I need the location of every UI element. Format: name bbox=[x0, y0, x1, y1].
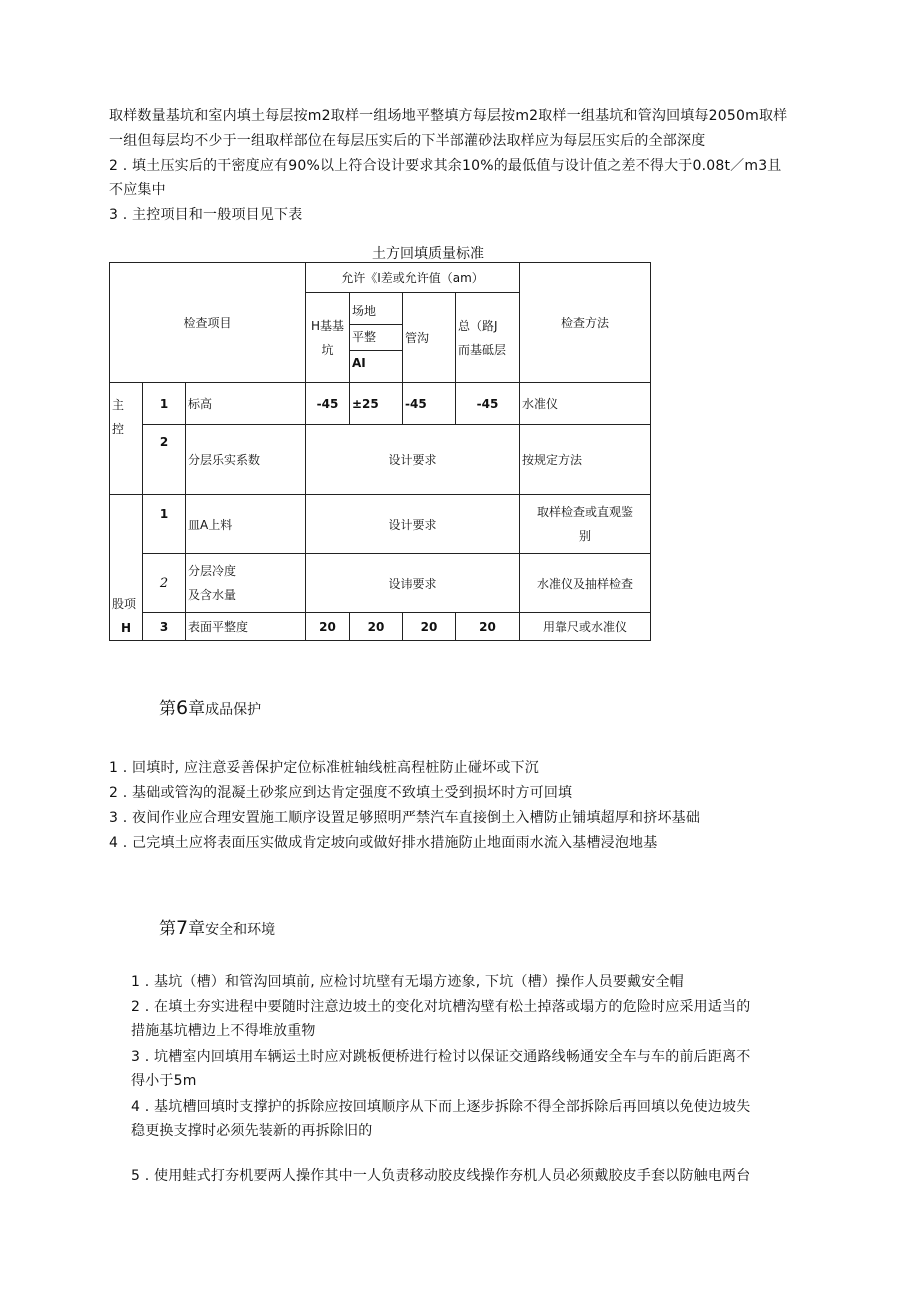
chapter-6-title: 成品保护 bbox=[205, 702, 262, 718]
chapter-7-item-2-line-1: 2 . 在填土夯实进程中要随时注意边坡土的变化对坑槽沟壁有松土掉落或塌方的危险时应采用适当的 bbox=[131, 999, 751, 1015]
row-name: 表面平整度 bbox=[186, 613, 306, 641]
chapter-7-item-3-line-1: 3 . 坑槽室内回填用车辆运土时应对跳板便桥进行检讨以保证交通路线畅通安全车与车的前后距离不 bbox=[131, 1049, 751, 1065]
group-general-line-1: 股项 bbox=[112, 597, 137, 611]
header-col-road-line-2: 而基砥层 bbox=[458, 342, 507, 357]
group-main-line-1: 主 bbox=[112, 398, 125, 412]
row-method: 水准仪及抽样检查 bbox=[520, 554, 651, 613]
chapter-6-heading bbox=[159, 697, 261, 721]
row-method bbox=[520, 495, 651, 554]
quality-table bbox=[109, 262, 651, 641]
header-check-method: 检查方法 bbox=[520, 263, 651, 383]
chapter-7-item-4-line-1: 4 . 基坑槽回填时支撑护的拆除应按回填顺序从下而上逐步拆除不得全部拆除后再回填以免使边坡失 bbox=[131, 1099, 751, 1115]
chapter-6-zhang: 章 bbox=[188, 699, 206, 719]
header-col-trench: 管沟 bbox=[403, 293, 456, 383]
chapter-6-number: 6 bbox=[176, 697, 189, 719]
group-general-line-2: H bbox=[120, 621, 132, 635]
header-col-site-line-3: AI bbox=[350, 350, 402, 376]
chapter-7-zhang: 章 bbox=[188, 919, 206, 939]
header-col-site bbox=[350, 293, 403, 383]
header-col-site-line-1: 场地 bbox=[352, 304, 377, 318]
row-name-line-2: 及含水量 bbox=[188, 588, 237, 602]
header-col-pit-line-1: H基基 bbox=[310, 318, 345, 333]
chapter-7-prefix: 第 bbox=[159, 919, 176, 939]
header-col-site-line-2: 平整 bbox=[350, 324, 402, 350]
row-method-line-2: 别 bbox=[579, 529, 592, 543]
header-col-pit bbox=[306, 293, 350, 383]
row-value-trench: 20 bbox=[403, 613, 456, 641]
row-value-site: ±25 bbox=[350, 383, 403, 425]
chapter-6-item-2: 2 . 基础或管沟的混凝土砂浆应到达肯定强度不致填土受到损坏时方可回填 bbox=[109, 785, 573, 801]
row-value-site: 20 bbox=[350, 613, 403, 641]
row-value-trench: -45 bbox=[403, 383, 456, 425]
chapter-7-item-1: 1 . 基坑（槽）和管沟回填前, 应检讨坑壁有无塌方迹象, 下坑（槽）操作人员要戴安全帽 bbox=[131, 974, 684, 990]
row-merged-value: 设计要求 bbox=[306, 425, 520, 495]
intro-item-2-line-2: 不应集中 bbox=[109, 182, 166, 198]
row-merged-value: 设讳要求 bbox=[306, 554, 520, 613]
row-number: 1 bbox=[143, 383, 186, 425]
table-caption: 土方回填质量标准 bbox=[372, 246, 484, 262]
intro-line-2: 一组但每层均不少于一组取样部位在每层压实后的下半部灌砂法取样应为每层压实后的全部深度 bbox=[109, 133, 706, 149]
header-col-road-line-1: 总（路J bbox=[458, 318, 498, 333]
row-number: 2 bbox=[143, 425, 186, 495]
row-name: 标高 bbox=[186, 383, 306, 425]
row-name-line-1: 分层冷度 bbox=[188, 564, 237, 578]
row-number: 3 bbox=[143, 613, 186, 641]
intro-line-1: 取样数量基坑和室内填土每层按m2取样一组场地平整填方每层按m2取样一组基坑和管沟回填每2050m取样 bbox=[109, 108, 788, 124]
intro-item-3: 3 . 主控项目和一般项目见下表 bbox=[109, 207, 303, 223]
header-check-item: 检查项目 bbox=[110, 263, 306, 383]
row-value-road: 20 bbox=[456, 613, 520, 641]
row-value-pit: 20 bbox=[306, 613, 350, 641]
row-name: 皿A上料 bbox=[186, 495, 306, 554]
chapter-6-item-4: 4 . 己完填土应将表面压实做成肯定坡向或做好排水措施防止地面雨水流入基槽浸泡地基 bbox=[109, 835, 658, 851]
row-value-road: -45 bbox=[456, 383, 520, 425]
group-main-control bbox=[110, 383, 143, 495]
row-method: 用靠尺或水准仪 bbox=[520, 613, 651, 641]
row-number: 1 bbox=[143, 495, 186, 554]
chapter-7-item-3-line-2: 得小于5m bbox=[131, 1073, 197, 1089]
group-general bbox=[110, 495, 143, 641]
row-merged-value: 设计要求 bbox=[306, 495, 520, 554]
chapter-6-item-3: 3 . 夜间作业应合理安置施工顺序设置足够照明严禁汽车直接倒土入槽防止铺填超厚和挤坏基础 bbox=[109, 810, 701, 826]
row-method: 按规定方法 bbox=[520, 425, 651, 495]
header-col-pit-line-2: 坑 bbox=[321, 342, 334, 357]
chapter-7-item-4-line-2: 稳更换支撑时必须先装新的再拆除旧的 bbox=[131, 1123, 373, 1139]
chapter-7-item-5: 5 . 使用蛙式打夯机要两人操作其中一人负责移动胶皮线操作夯机人员必须戴胶皮手套以防触电两台 bbox=[131, 1168, 751, 1184]
chapter-6-prefix: 第 bbox=[159, 699, 176, 719]
row-name: 分层乐实系数 bbox=[186, 425, 306, 495]
header-col-road bbox=[456, 293, 520, 383]
chapter-7-number: 7 bbox=[176, 917, 189, 939]
intro-item-2-line-1: 2 . 填土压实后的干密度应有90%以上符合设计要求其余10%的最低值与设计值之差不得大于0.08t／m3且 bbox=[109, 158, 782, 174]
row-value-pit: -45 bbox=[306, 383, 350, 425]
chapter-7-heading bbox=[159, 917, 275, 941]
group-main-line-2: 控 bbox=[112, 422, 125, 436]
row-method-line-1: 取样检查或直观鉴 bbox=[537, 505, 634, 519]
row-number: 2 bbox=[143, 554, 186, 613]
chapter-6-item-1: 1 . 回填时, 应注意妥善保护定位标准桩轴线桩高程桩防止碰坏或下沉 bbox=[109, 760, 539, 776]
row-method: 水准仪 bbox=[520, 383, 651, 425]
header-allowance: 允许《I差或允许值（am） bbox=[306, 263, 520, 293]
row-name bbox=[186, 554, 306, 613]
chapter-7-item-2-line-2: 措施基坑槽边上不得堆放重物 bbox=[131, 1023, 316, 1039]
chapter-7-title: 安全和环境 bbox=[205, 922, 276, 938]
